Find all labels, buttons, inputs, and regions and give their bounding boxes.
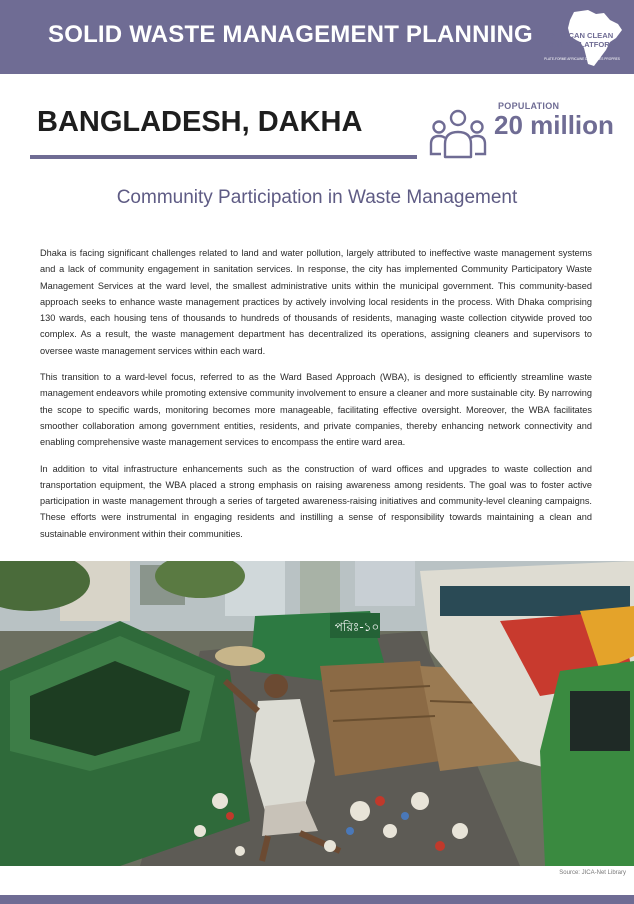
footer-band [0,895,634,904]
paragraph-3: In addition to vital infrastructure enhancements such as the construction of ward offices and upgrades to waste collection and transportation equipment, the WBA placed a strong emphasis on raising awareness among residents. The goal was to foster active participation in waste management through a series of targeted awareness-raising initiatives and community-level cleaning campaigns. These efforts were instrumental in engaging residents and instilling a sense of responsibility towards maintaining a clean and sustainable environment within their communities. [40,463,592,539]
waste-collection-photo [0,561,634,866]
city-title: BANGLADESH, DAKHA [37,106,363,138]
photo-credit: Source: JICA-Net Library [559,870,626,876]
logo-line-1: AFRICAN CLEAN [550,31,614,40]
logo-line-2: CITIES PLATFORM [547,40,617,49]
title-divider [30,155,417,159]
paragraph-1: Dhaka is facing significant challenges related to land and water pollution, largely attributed to ineffective waste management systems and a lack of community engagement in sanitation services. In response, the city has implemented Community Participatory Waste Management Services at the ward level, the smallest administrative units within the municipal government. This community-based approach seeks to enhance waste management practices by actively involving local residents in the process. With Dhaka comprising 130 wards, each housing tens of thousands to hundreds of thousands of residents, managing waste collection citywide proved too complex. As a result, the waste management department has decentralized its operations, assigning cleaners and supervisors to oversee waste management services within each ward. [40,248,592,356]
paragraph-2: This transition to a ward-level focus, referred to as the Ward Based Approach (WBA), is designed to efficiently streamline waste management endeavors while promoting extensive community involvement to ensure a cleaner and more sustainable city. By narrowing the scope to specific wards, monitoring becomes more manageable, facilitating effective oversight. Moreover, the WBA facilitates smoother collaboration among government entities, residents, and private companies, thereby enhancing network connectivity and enabling comprehensive waste management services to encompass the entire ward area. [40,372,592,448]
people-group-icon [428,108,488,160]
container-number: পরিঃ-১০ [334,620,380,634]
document-title: SOLID WASTE MANAGEMENT PLANNING [48,21,533,48]
header-band [0,0,634,74]
population-value: 20 million [494,110,614,140]
african-clean-cities-logo [530,8,630,70]
logo-subtext: PLATE-FORME AFRICAINE DES VILLES PROPRES [544,57,620,61]
section-subtitle: Community Participation in Waste Management [116,187,518,208]
population-label: POPULATION [498,101,560,111]
article-body [40,245,592,552]
